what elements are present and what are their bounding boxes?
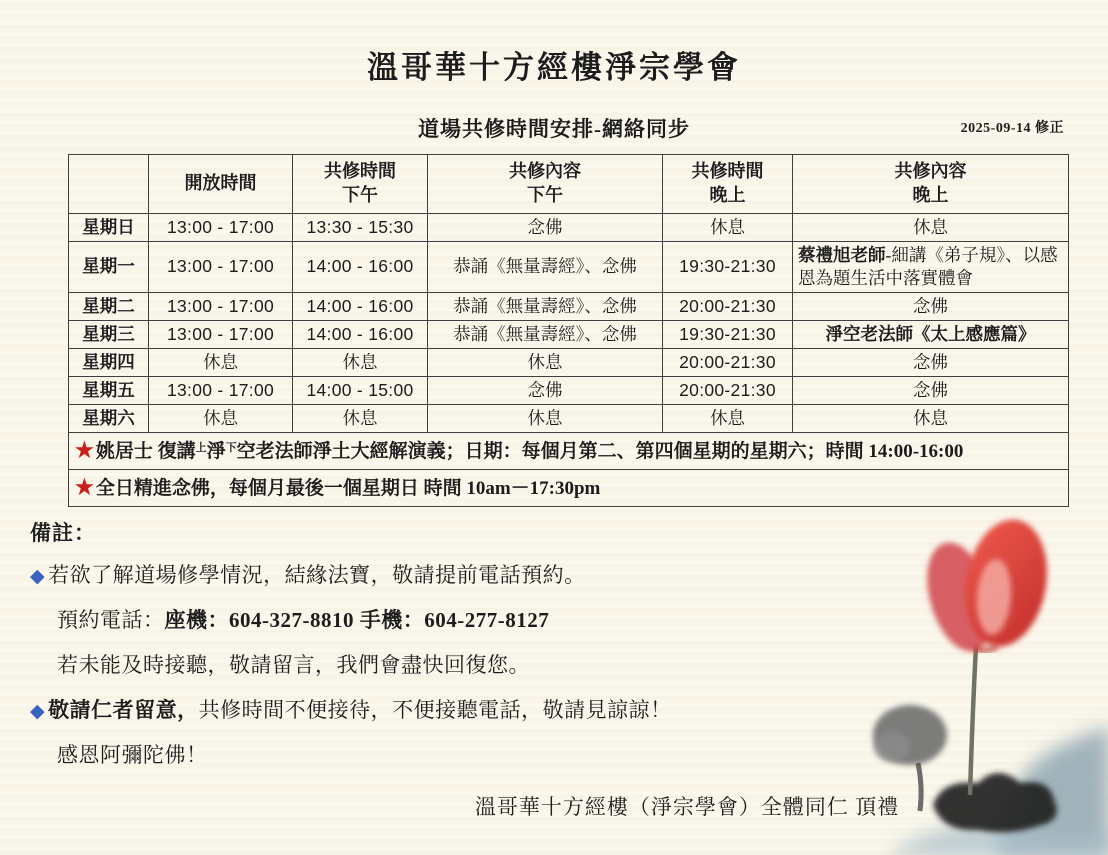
afternoon-content: 恭誦《無量壽經》、念佛	[428, 292, 663, 320]
day-label: 星期日	[69, 213, 149, 241]
table-row-monday	[69, 241, 1069, 292]
page-subtitle: 道場共修時間安排-網絡同步	[418, 117, 690, 141]
footnote-2-text: 全日精進念佛，每個月最後一個星期日 時間 10am－17:30pm	[95, 477, 601, 499]
header-cell-pm-content: 共修內容 下午	[428, 155, 663, 214]
evening-content: 淨空老法師《太上感應篇》	[793, 320, 1069, 348]
honorific-xia: 下	[225, 442, 237, 455]
table-row-thursday	[69, 348, 1069, 376]
afternoon-content: 恭誦《無量壽經》、念佛	[428, 241, 663, 292]
evening-time: 休息	[663, 213, 793, 241]
header-cell-pm-time: 共修時間 下午	[293, 155, 428, 214]
open-time: 13:00 - 17:00	[149, 377, 293, 405]
table-row-friday	[69, 377, 1069, 405]
header-cell-open: 開放時間	[149, 155, 293, 214]
afternoon-content: 恭誦《無量壽經》、念佛	[428, 320, 663, 348]
header-row	[69, 155, 1069, 214]
evening-time: 20:00-21:30	[663, 292, 793, 320]
footnote-row-2	[69, 469, 1069, 506]
day-label: 星期六	[69, 405, 149, 433]
remarks-heading: 備註：	[30, 520, 96, 545]
table-row-wednesday	[69, 320, 1069, 348]
table-row-saturday	[69, 405, 1069, 433]
open-time: 休息	[149, 405, 293, 433]
remark-thanks-line: 感恩阿彌陀佛！	[57, 742, 208, 767]
footnote-row-1	[69, 433, 1069, 470]
footnote-1-text: 姚居士 復講$^上$淨$^下$空老法師淨土大經解演義；日期：每個月第二、第四個星期的星期六；時間 14:00-16:00	[95, 441, 964, 463]
afternoon-time: 休息	[293, 405, 428, 433]
afternoon-time: 13:30 - 15:30	[293, 213, 428, 241]
afternoon-content: 休息	[428, 348, 663, 376]
evening-time: 20:00-21:30	[663, 348, 793, 376]
afternoon-time: 14:00 - 15:00	[293, 377, 428, 405]
afternoon-time: 14:00 - 16:00	[293, 241, 428, 292]
open-time: 13:00 - 17:00	[149, 320, 293, 348]
honorific-shang: 上	[195, 442, 207, 455]
afternoon-time: 休息	[293, 348, 428, 376]
star-icon: ★	[75, 438, 94, 463]
header-cell-day	[69, 155, 149, 214]
phone-label: 預約電話：	[57, 607, 165, 632]
evening-content: 念佛	[793, 348, 1069, 376]
open-time: 13:00 - 17:00	[149, 213, 293, 241]
evening-time: 休息	[663, 405, 793, 433]
remark-bullet-2: ◆ 敬請仁者留意，共修時間不便接待，不便接聽電話，敬請見諒諒！	[30, 697, 672, 722]
afternoon-content: 念佛	[428, 213, 663, 241]
diamond-bullet-icon: ◆	[30, 700, 46, 722]
afternoon-content: 念佛	[428, 377, 663, 405]
diamond-bullet-icon: ◆	[30, 565, 46, 587]
evening-time: 20:00-21:30	[663, 377, 793, 405]
header-cell-eve-time: 共修時間 晚上	[663, 155, 793, 214]
evening-time: 19:30-21:30	[663, 241, 793, 292]
evening-content: 念佛	[793, 377, 1069, 405]
open-time: 13:00 - 17:00	[149, 241, 293, 292]
open-time: 休息	[149, 348, 293, 376]
evening-time: 19:30-21:30	[663, 320, 793, 348]
remark-phone-line	[30, 604, 1108, 634]
remarks-section	[30, 517, 1108, 821]
revision-date: 2025-09-14 修正	[960, 121, 1064, 136]
page-title: 溫哥華十方經樓淨宗學會	[367, 50, 741, 85]
remark-bullet-1: ◆ 若欲了解道場修學情況，結緣法寶，敬請提前電話預約。	[30, 562, 586, 587]
afternoon-time: 14:00 - 16:00	[293, 320, 428, 348]
schedule-table	[68, 154, 1069, 507]
day-label: 星期四	[69, 348, 149, 376]
open-time: 13:00 - 17:00	[149, 292, 293, 320]
remark-voicemail-line: 若未能及時接聽，敬請留言，我們會盡快回復您。	[57, 652, 530, 677]
day-label: 星期二	[69, 292, 149, 320]
table-row-sunday	[69, 213, 1069, 241]
evening-content: 念佛	[793, 292, 1069, 320]
table-row-tuesday	[69, 292, 1069, 320]
evening-content: 休息	[793, 213, 1069, 241]
afternoon-time: 14:00 - 16:00	[293, 292, 428, 320]
evening-content: 蔡禮旭老師-細講《弟子規》、以感恩為題生活中落實體會	[793, 241, 1069, 292]
signature-line: 溫哥華十方經樓（淨宗學會）全體同仁 頂禮	[474, 794, 900, 819]
phone-numbers: 座機：604-327-8810 手機：604-277-8127	[164, 607, 550, 632]
header-cell-eve-content: 共修內容 晚上	[793, 155, 1069, 214]
day-label: 星期三	[69, 320, 149, 348]
star-icon: ★	[75, 474, 94, 499]
evening-content: 休息	[793, 405, 1069, 433]
notice-lead: 敬請仁者留意，	[48, 697, 199, 722]
day-label: 星期五	[69, 377, 149, 405]
speaker-name: 蔡禮旭老師	[798, 244, 886, 265]
day-label: 星期一	[69, 241, 149, 292]
afternoon-content: 休息	[428, 405, 663, 433]
